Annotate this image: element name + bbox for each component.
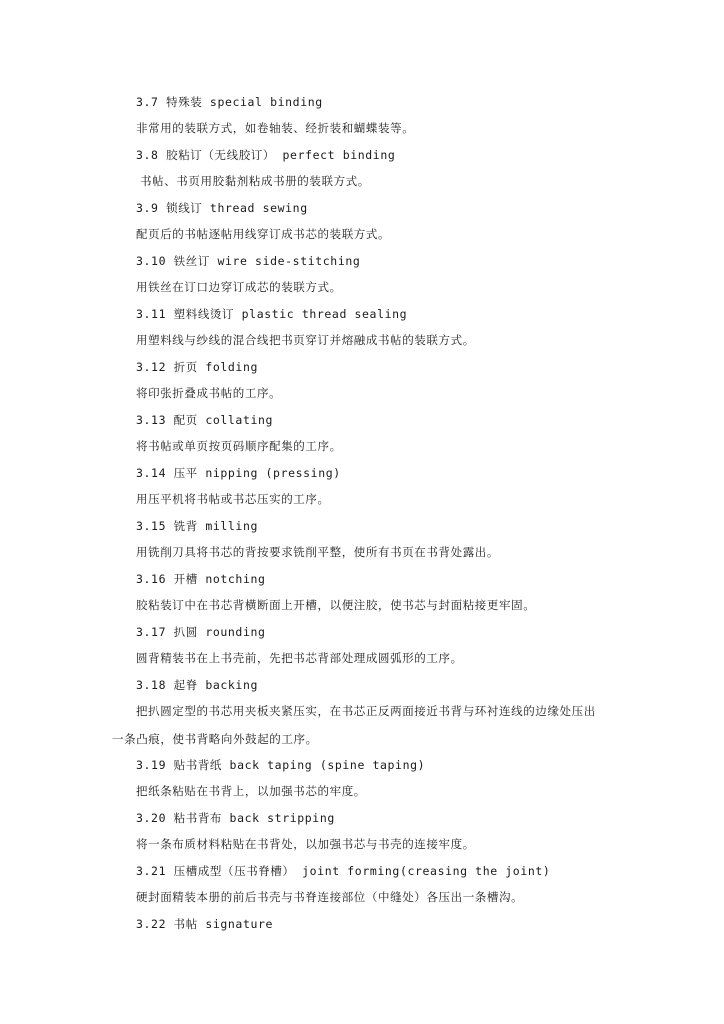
term-definition-3-15: 用铣削刀具将书芯的背按要求铣削平整，使所有书页在书背处露出。 <box>136 545 499 559</box>
term-heading-3-15: 3.15 铣背 milling <box>136 519 259 533</box>
term-heading-3-11: 3.11 塑料线烫订 plastic thread sealing <box>136 307 408 321</box>
term-definition-3-14: 用压平机将书帖或书芯压实的工序。 <box>136 492 330 506</box>
term-definition-3-8: 书帖、书页用胶黏剂粘成书册的装联方式。 <box>140 174 370 188</box>
term-definition-3-16: 胶粘装订中在书芯背横断面上开槽，以便注胶，使书芯与封面粘接更牢固。 <box>136 598 536 612</box>
term-heading-3-9: 3.9 锁线订 thread sewing <box>136 201 308 215</box>
term-heading-3-22: 3.22 书帖 signature <box>136 917 274 931</box>
term-heading-3-7: 3.7 特殊装 special binding <box>136 95 323 109</box>
term-heading-3-8: 3.8 胶粘订（无线胶订） perfect binding <box>136 148 396 162</box>
term-definition-3-18-continued: 一条凸痕，使书背略向外鼓起的工序。 <box>112 732 318 746</box>
term-definition-3-12: 将印张折叠成书帖的工序。 <box>136 386 282 400</box>
term-definition-3-20: 将一条布质材料粘贴在书背处，以加强书芯与书壳的连接牢度。 <box>136 837 475 851</box>
term-heading-3-10: 3.10 铁丝订 wire side-stitching <box>136 254 361 268</box>
term-heading-3-16: 3.16 开槽 notching <box>136 572 266 586</box>
term-heading-3-21: 3.21 压槽成型（压书脊槽） joint forming(creasing the joint) <box>136 864 551 878</box>
term-definition-3-13: 将书帖或单页按页码顺序配集的工序。 <box>136 439 342 453</box>
term-heading-3-18: 3.18 起脊 backing <box>136 678 259 692</box>
term-definition-3-11: 用塑料线与纱线的混合线把书页穿订并熔融成书帖的装联方式。 <box>136 333 475 347</box>
term-heading-3-20: 3.20 粘书背布 back stripping <box>136 811 335 825</box>
term-definition-3-18: 把扒圆定型的书芯用夹板夹紧压实，在书芯正反两面接近书背与环衬连线的边缘处压出 <box>136 704 596 718</box>
term-heading-3-14: 3.14 压平 nipping (pressing) <box>136 466 341 480</box>
term-definition-3-7: 非常用的装联方式，如卷轴装、经折装和蝴蝶装等。 <box>136 121 415 135</box>
term-heading-3-17: 3.17 扒圆 rounding <box>136 625 266 639</box>
term-heading-3-19: 3.19 贴书背纸 back taping (spine taping) <box>136 758 426 772</box>
term-definition-3-17: 圆背精装书在上书壳前，先把书芯背部处理成圆弧形的工序。 <box>136 651 463 665</box>
term-definition-3-19: 把纸条粘贴在书背上，以加强书芯的牢度。 <box>136 784 366 798</box>
term-heading-3-13: 3.13 配页 collating <box>136 413 274 427</box>
term-heading-3-12: 3.12 折页 folding <box>136 360 259 374</box>
term-definition-3-21: 硬封面精装本册的前后书壳与书脊连接部位（中缝处）各压出一条槽沟。 <box>136 890 524 904</box>
term-definition-3-9: 配页后的书帖逐帖用线穿订成书芯的装联方式。 <box>136 227 391 241</box>
term-definition-3-10: 用铁丝在订口边穿订成芯的装联方式。 <box>136 280 342 294</box>
